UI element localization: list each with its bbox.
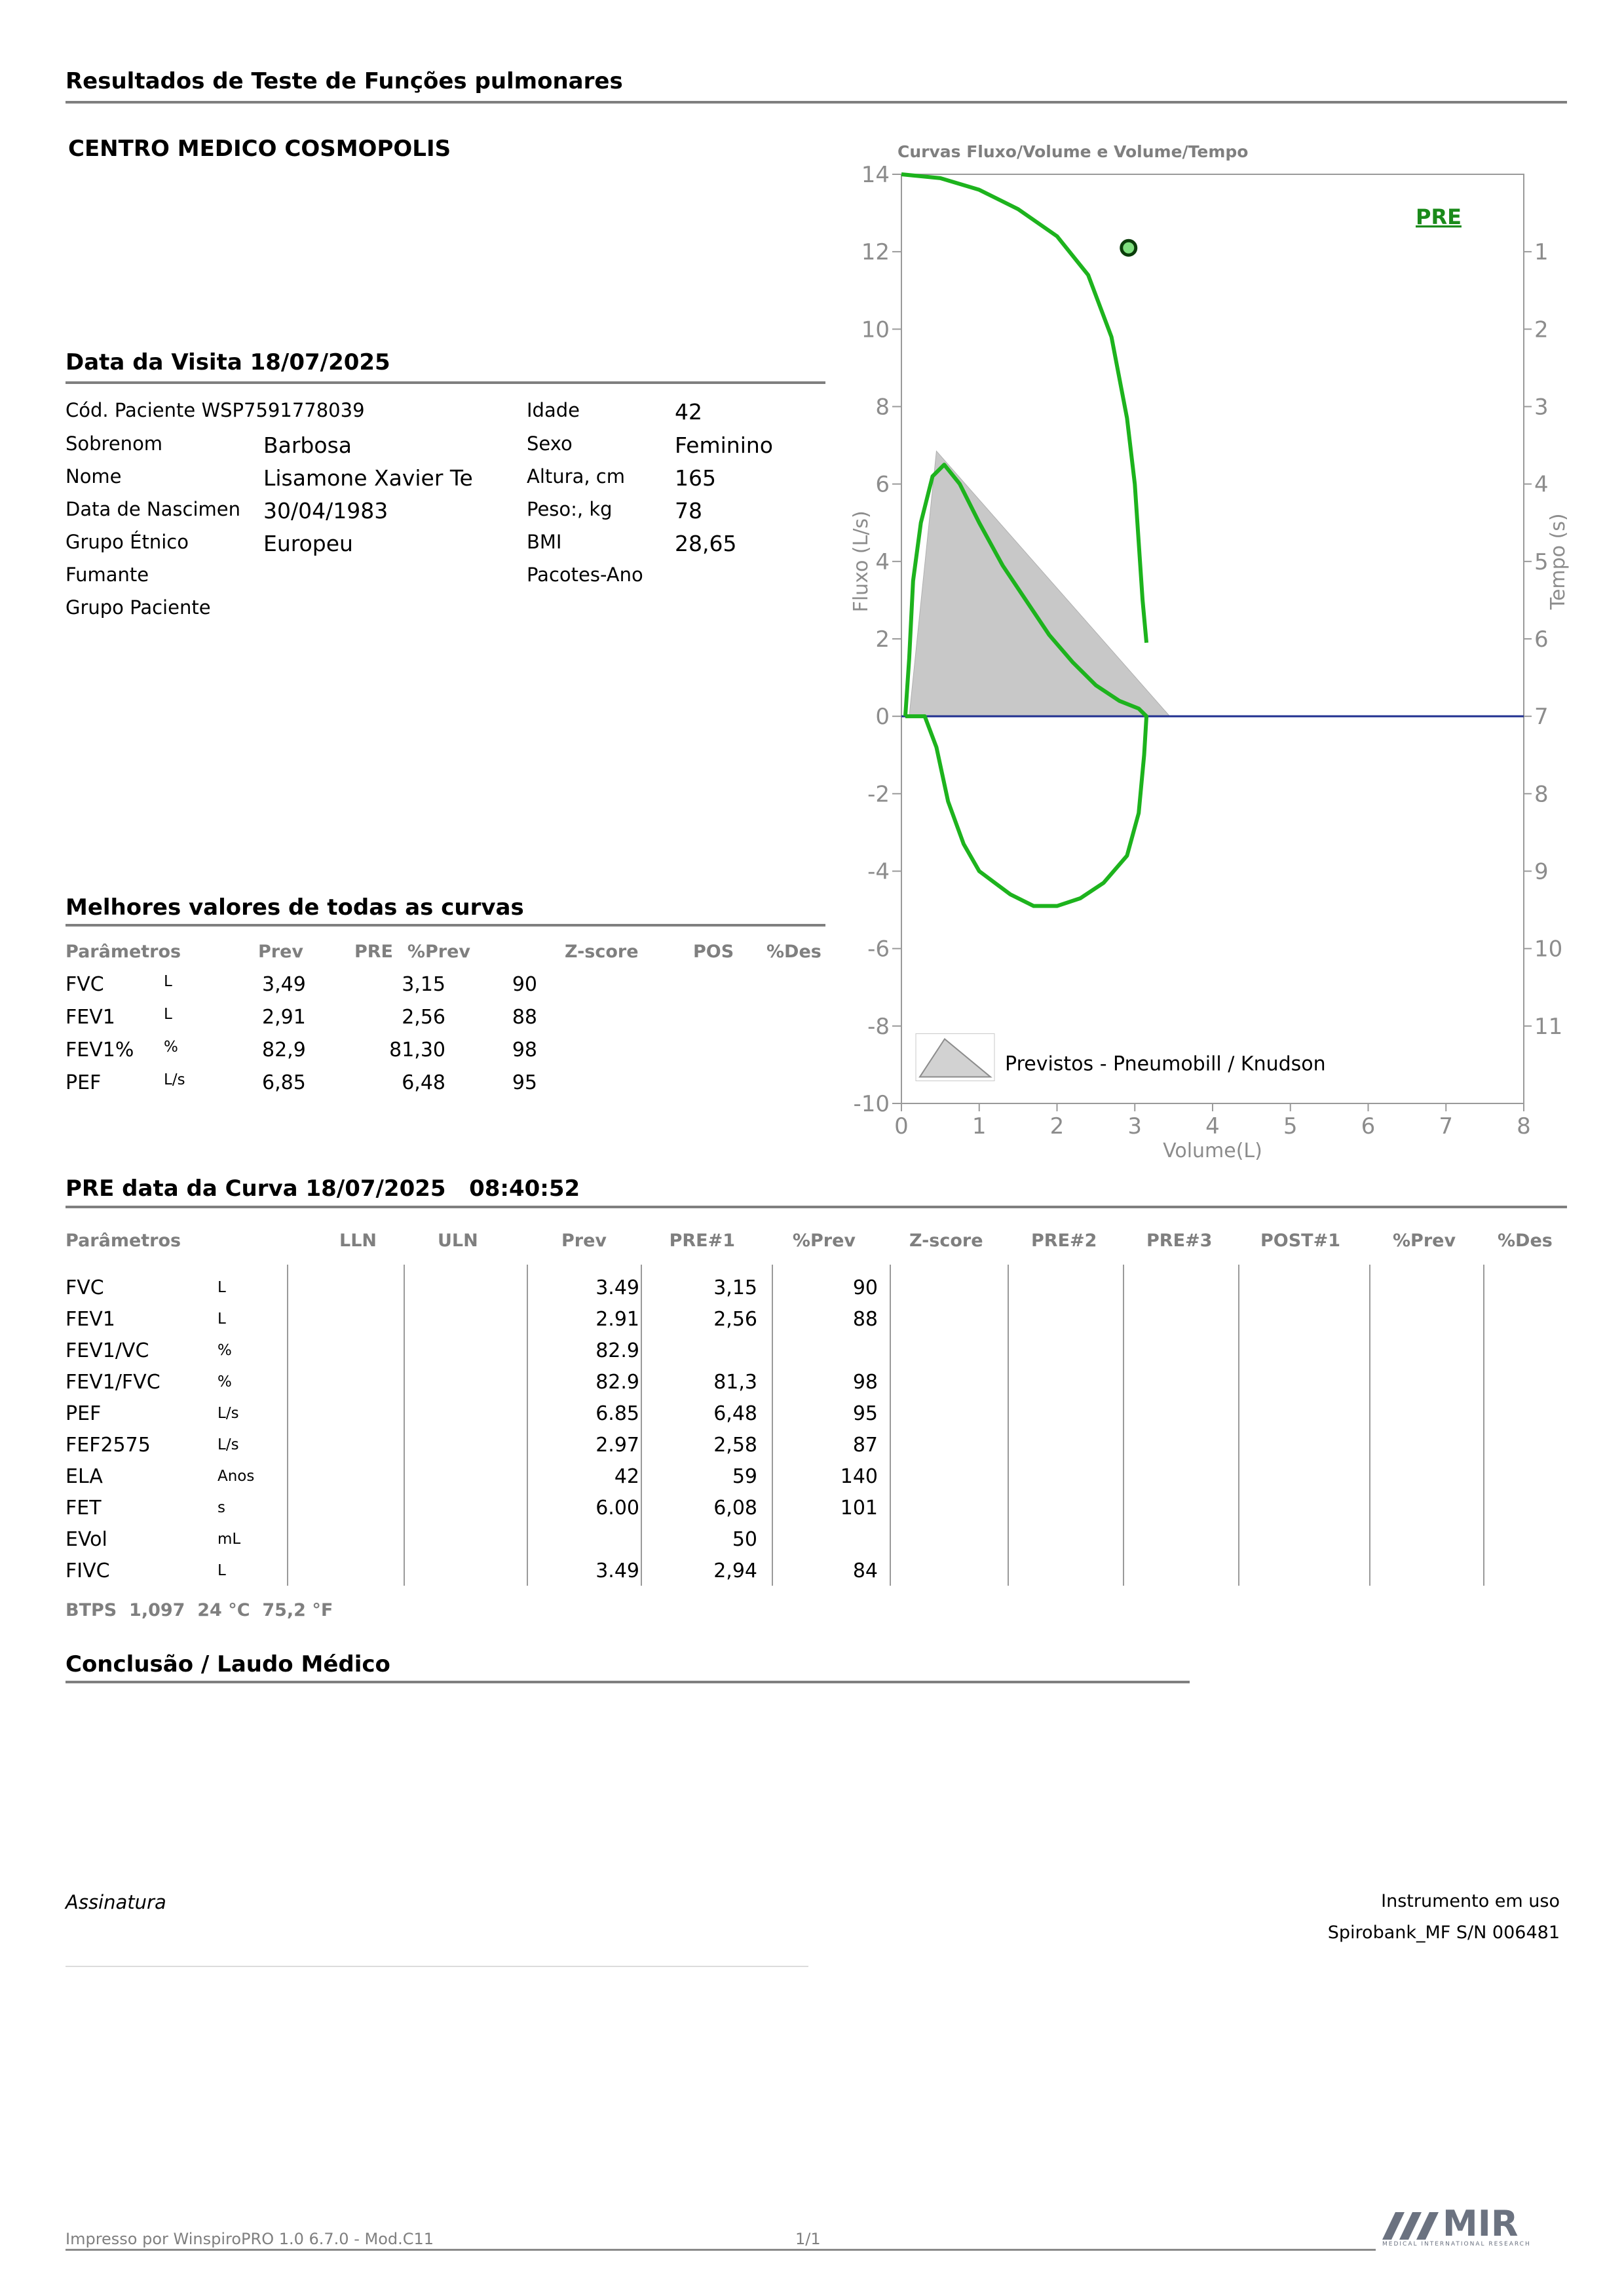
conclusion-title: Conclusão / Laudo Médico <box>66 1651 390 1677</box>
best-prev: 2,91 <box>262 1006 306 1029</box>
curve-header: ULN <box>438 1231 478 1251</box>
curve-unit: s <box>217 1499 225 1516</box>
curve-header: PRE#2 <box>1031 1231 1097 1251</box>
best-header: POS <box>693 942 734 962</box>
instrument-name: Spirobank_MF S/N 006481 <box>1327 1923 1560 1943</box>
curve-unit: L <box>217 1562 226 1579</box>
patient-field-label: Nome <box>66 465 122 488</box>
y-tick-label: -6 <box>867 936 890 963</box>
mir-logo-mark-icon <box>1382 2210 1441 2241</box>
curve-prev: 82.9 <box>595 1371 639 1394</box>
patient-field-label: Idade <box>527 399 580 421</box>
x-tick-label: 4 <box>1205 1113 1220 1139</box>
curve-pct-prev: 98 <box>852 1371 878 1394</box>
curve-header: POST#1 <box>1260 1231 1341 1251</box>
best-pre: 81,30 <box>389 1039 445 1062</box>
best-header: %Des <box>766 942 821 962</box>
column-separator <box>1008 1265 1009 1586</box>
curve-prev: 2.91 <box>595 1308 639 1331</box>
column-separator <box>404 1265 405 1586</box>
y-tick-label: 10 <box>861 316 890 343</box>
y-tick-label: 14 <box>861 162 890 188</box>
best-prev: 3,49 <box>262 973 306 996</box>
y-tick-label: -8 <box>867 1013 890 1040</box>
y2-tick-label: 8 <box>1534 781 1549 808</box>
curve-pre1: 2,94 <box>713 1559 757 1582</box>
patient-field-label: Peso:, kg <box>527 498 613 520</box>
patient-field-label: Sobrenom <box>66 432 163 455</box>
curve-pre1: 2,58 <box>713 1434 757 1457</box>
legend-pre: PRE <box>1416 204 1462 229</box>
curve-pct-prev: 95 <box>852 1402 878 1425</box>
curve-prev: 6.00 <box>595 1497 639 1520</box>
patient-field-label: Sexo <box>527 432 573 455</box>
y2-tick-label: 3 <box>1534 394 1549 421</box>
y-tick-label: -10 <box>853 1091 890 1117</box>
y-axis-label: Fluxo (L/s) <box>850 510 873 613</box>
best-values-divider <box>66 924 825 927</box>
curve-pct-prev: 101 <box>840 1497 878 1520</box>
mir-logo-text: MIR <box>1443 2203 1519 2244</box>
curve-pct-prev: 88 <box>852 1308 878 1331</box>
patient-field-value: 30/04/1983 <box>263 498 388 524</box>
patient-field-value: Feminino <box>675 432 773 458</box>
curve-unit: % <box>217 1373 232 1390</box>
x-tick-label: 6 <box>1361 1113 1376 1139</box>
patient-field-label: Altura, cm <box>527 465 625 488</box>
best-unit: % <box>164 1039 178 1056</box>
report-title: Resultados de Teste de Funções pulmonares <box>66 68 623 94</box>
best-unit: L/s <box>164 1071 185 1088</box>
predicted-legend-label: Previstos - Pneumobill / Knudson <box>1005 1052 1326 1076</box>
curve-unit: mL <box>217 1531 241 1548</box>
column-separator <box>890 1265 891 1586</box>
curve-unit: L/s <box>217 1436 239 1453</box>
header-divider <box>66 101 1567 104</box>
btps-info: BTPS 1,097 24 °C 75,2 °F <box>66 1600 333 1620</box>
best-param: FVC <box>66 973 104 996</box>
patient-field-value: Europeu <box>263 531 353 556</box>
y-tick-label: 4 <box>875 548 890 575</box>
curve-param: FEV1/FVC <box>66 1371 161 1394</box>
x-axis-label: Volume(L) <box>1163 1139 1262 1162</box>
y2-tick-label: 11 <box>1534 1013 1563 1040</box>
signature-label: Assinatura <box>66 1891 166 1913</box>
column-separator <box>1369 1265 1370 1586</box>
best-values-title: Melhores valores de todas as curvas <box>66 894 524 921</box>
chart-svg <box>832 138 1572 1179</box>
best-prev: 82,9 <box>262 1039 306 1062</box>
x-tick-label: 5 <box>1283 1113 1298 1139</box>
best-header: Prev <box>258 942 304 962</box>
best-header: Z-score <box>565 942 639 962</box>
visit-title: Data da Visita 18/07/2025 <box>66 349 390 375</box>
chart-title: Curvas Fluxo/Volume e Volume/Tempo <box>897 142 1249 161</box>
x-tick-label: 2 <box>1049 1113 1065 1139</box>
footer-line <box>66 2249 1376 2251</box>
x-tick-label: 0 <box>894 1113 909 1139</box>
y-tick-label: 12 <box>861 239 890 266</box>
patient-field-label: Grupo Étnico <box>66 531 189 553</box>
curve-param: FEF2575 <box>66 1434 151 1457</box>
y2-tick-label: 9 <box>1534 858 1549 885</box>
patient-code: Cód. Paciente WSP7591778039 <box>66 399 365 421</box>
curve-pct-prev: 90 <box>852 1276 878 1299</box>
curve-header: %Des <box>1498 1231 1553 1251</box>
best-unit: L <box>164 973 172 990</box>
end-of-test-marker <box>1122 240 1136 255</box>
patient-field-value: Lisamone Xavier Te <box>263 465 473 491</box>
patient-field-value: 165 <box>675 465 716 491</box>
curve-unit: L <box>217 1311 226 1328</box>
flow-volume-chart <box>832 138 1572 1179</box>
best-header: PRE <box>354 942 393 962</box>
y-tick-label: -4 <box>867 858 890 885</box>
curve-pct-prev: 87 <box>852 1434 878 1457</box>
curve-pct-prev: 84 <box>852 1559 878 1582</box>
printed-by: Impresso por WinspiroPRO 1.0 6.7.0 - Mod.C11 <box>66 2230 434 2248</box>
best-header: Parâmetros <box>66 942 181 962</box>
y2-tick-label: 2 <box>1534 316 1549 343</box>
curve-unit: L <box>217 1279 226 1296</box>
mir-logo <box>1382 2203 1566 2253</box>
curve-prev: 3.49 <box>595 1559 639 1582</box>
patient-field-value: 42 <box>675 399 702 425</box>
best-param: PEF <box>66 1071 102 1094</box>
curve-param: ELA <box>66 1465 103 1488</box>
instrument-label: Instrumento em uso <box>1381 1891 1560 1911</box>
curve-unit: % <box>217 1342 232 1359</box>
patient-field-value: 28,65 <box>675 531 737 556</box>
patient-field-label: Fumante <box>66 564 149 586</box>
x-tick-label: 1 <box>972 1113 987 1139</box>
curve-header: Z-score <box>909 1231 983 1251</box>
best-pct-prev: 90 <box>512 973 537 996</box>
column-separator <box>1238 1265 1239 1586</box>
y-tick-label: 0 <box>875 704 890 731</box>
curve-param: FET <box>66 1497 102 1520</box>
curve-pre1: 81,3 <box>713 1371 757 1394</box>
curve-header: LLN <box>339 1231 377 1251</box>
column-separator <box>1483 1265 1484 1586</box>
center-name: CENTRO MEDICO COSMOPOLIS <box>68 136 451 162</box>
y-tick-label: 6 <box>875 471 890 498</box>
curve-pre1: 59 <box>732 1465 757 1488</box>
best-unit: L <box>164 1006 172 1023</box>
signature-line <box>66 1966 808 1967</box>
curve-pre1: 6,08 <box>713 1497 757 1520</box>
visit-divider <box>66 381 825 384</box>
curve-divider <box>66 1206 1567 1208</box>
best-header: %Prev <box>407 942 470 962</box>
y2-tick-label: 4 <box>1534 471 1549 498</box>
y2-axis-label: Tempo (s) <box>1547 513 1570 610</box>
best-pct-prev: 98 <box>512 1039 537 1062</box>
curve-pre1: 50 <box>732 1528 757 1551</box>
patient-field-label: Pacotes-Ano <box>527 564 643 586</box>
curve-unit: Anos <box>217 1468 255 1485</box>
best-pct-prev: 88 <box>512 1006 537 1029</box>
curve-prev: 82.9 <box>595 1339 639 1362</box>
best-param: FEV1% <box>66 1039 134 1062</box>
best-param: FEV1 <box>66 1006 115 1029</box>
curve-header: PRE#3 <box>1146 1231 1213 1251</box>
curve-header: PRE#1 <box>669 1231 735 1251</box>
y2-tick-label: 10 <box>1534 936 1563 963</box>
patient-field-value: 78 <box>675 498 702 524</box>
y2-tick-label: 1 <box>1534 239 1549 266</box>
curve-param: FVC <box>66 1276 104 1299</box>
curve-prev: 42 <box>614 1465 639 1488</box>
curve-header: Parâmetros <box>66 1231 181 1251</box>
conclusion-divider <box>66 1681 1190 1683</box>
curve-header: %Prev <box>1393 1231 1456 1251</box>
curve-prev: 2.97 <box>595 1434 639 1457</box>
curve-pre1: 2,56 <box>713 1308 757 1331</box>
curve-unit: L/s <box>217 1405 239 1422</box>
curve-pct-prev: 140 <box>840 1465 878 1488</box>
y2-tick-label: 7 <box>1534 704 1549 731</box>
best-pre: 2,56 <box>402 1006 445 1029</box>
curve-title: PRE data da Curva 18/07/2025 08:40:52 <box>66 1176 580 1202</box>
x-tick-label: 7 <box>1439 1113 1454 1139</box>
column-separator <box>1123 1265 1124 1586</box>
y-tick-label: 8 <box>875 394 890 421</box>
x-tick-label: 8 <box>1517 1113 1531 1139</box>
y2-tick-label: 5 <box>1534 548 1549 575</box>
mir-logo-subtitle: MEDICAL INTERNATIONAL RESEARCH <box>1382 2241 1531 2248</box>
page-number: 1/1 <box>795 2230 821 2248</box>
curve-param: FIVC <box>66 1559 110 1582</box>
best-pct-prev: 95 <box>512 1071 537 1094</box>
curve-param: PEF <box>66 1402 102 1425</box>
y2-tick-label: 6 <box>1534 626 1549 653</box>
column-separator <box>287 1265 288 1586</box>
y-tick-label: 2 <box>875 626 890 653</box>
best-pre: 6,48 <box>402 1071 445 1094</box>
best-prev: 6,85 <box>262 1071 306 1094</box>
curve-prev: 3.49 <box>595 1276 639 1299</box>
best-pre: 3,15 <box>402 973 445 996</box>
curve-pre1: 6,48 <box>713 1402 757 1425</box>
x-tick-label: 3 <box>1127 1113 1142 1139</box>
patient-field-label: BMI <box>527 531 562 553</box>
curve-prev: 6.85 <box>595 1402 639 1425</box>
curve-param: EVol <box>66 1528 107 1551</box>
patient-field-label: Data de Nascimen <box>66 498 240 520</box>
curve-param: FEV1/VC <box>66 1339 149 1362</box>
curve-param: FEV1 <box>66 1308 115 1331</box>
curve-header: %Prev <box>792 1231 856 1251</box>
patient-field-value: Barbosa <box>263 432 352 458</box>
curve-pre1: 3,15 <box>713 1276 757 1299</box>
curve-header: Prev <box>561 1231 607 1251</box>
patient-field-label: Grupo Paciente <box>66 596 211 619</box>
y-tick-label: -2 <box>867 781 890 808</box>
